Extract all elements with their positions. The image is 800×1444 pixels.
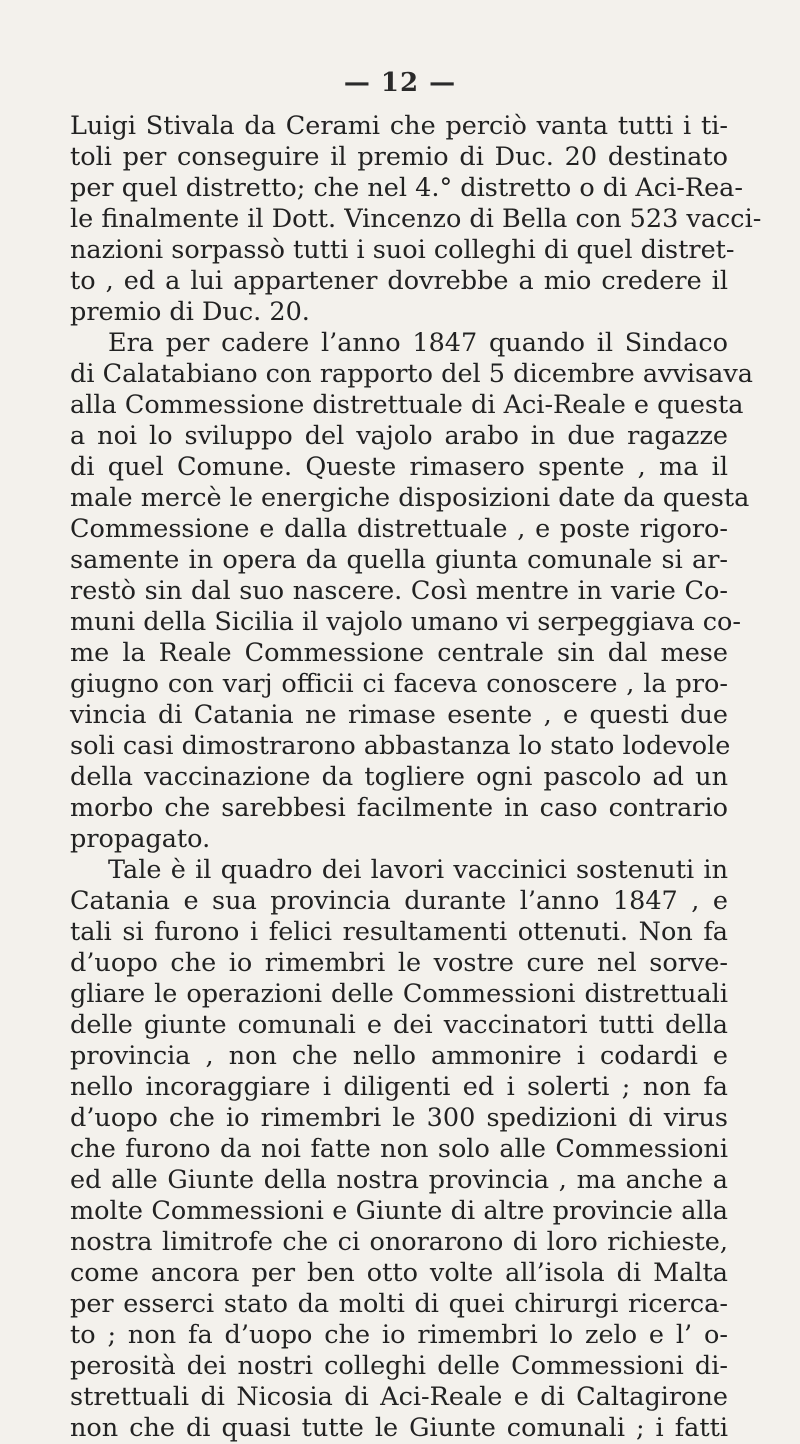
text-line: molte Commessioni e Giunte di altre provincie alla <box>70 1196 728 1226</box>
text-line: nostra limitrofe che ci onorarono di loro richieste, <box>70 1227 728 1257</box>
text-line: to , ed a lui appartener dovrebbe a mio credere il <box>70 266 728 296</box>
text-line: le finalmente il Dott. Vincenzo di Bella con 523 vacci- <box>70 204 762 234</box>
text-line: Catania e sua provincia durante l’anno 1847 , e <box>70 886 728 916</box>
text-line: di Calatabiano con rapporto del 5 dicembre avvisava <box>70 359 753 389</box>
text-line: non che di quasi tutte le Giunte comunali ; i fatti <box>70 1413 728 1443</box>
text-line: restò sin dal suo nascere. Così mentre in varie Co- <box>70 576 728 606</box>
text-line: giugno con varj officii ci faceva conoscere , la pro- <box>70 669 728 699</box>
text-line: samente in opera da quella giunta comunale si ar- <box>70 545 728 575</box>
text-line: per esserci stato da molti di quei chirurgi ricerca- <box>70 1289 728 1319</box>
text-line: per quel distretto; che nel 4.° distretto o di Aci-Rea- <box>70 173 743 203</box>
text-line: strettuali di Nicosia di Aci-Reale e di Caltagirone <box>70 1382 728 1412</box>
text-line: a noi lo sviluppo del vajolo arabo in due ragazze <box>70 421 728 451</box>
text-line: toli per conseguire il premio di Duc. 20 destinato <box>70 142 728 172</box>
text-line: di quel Comune. Queste rimasero spente , ma il <box>70 452 728 482</box>
text-line: tali si furono i felici resultamenti ottenuti. Non fa <box>70 917 728 947</box>
text-line: to ; non fa d’uopo che io rimembri lo zelo e l’ o- <box>70 1320 728 1350</box>
text-line: delle giunte comunali e dei vaccinatori tutti della <box>70 1010 728 1040</box>
text-line: me la Reale Commessione centrale sin dal mese <box>70 638 728 668</box>
text-line: Luigi Stivala da Cerami che perciò vanta tutti i ti- <box>70 111 728 141</box>
text-line: ed alle Giunte della nostra provincia , ma anche a <box>70 1165 728 1195</box>
text-line: della vaccinazione da togliere ogni pascolo ad un <box>70 762 728 792</box>
text-line: che furono da noi fatte non solo alle Commessioni <box>70 1134 728 1164</box>
text-line: nazioni sorpassò tutti i suoi colleghi di quel distret- <box>70 235 735 265</box>
text-line: soli casi dimostrarono abbastanza lo stato lodevole <box>70 731 731 761</box>
text-line: come ancora per ben otto volte all’isola di Malta <box>70 1258 728 1288</box>
text-line: Era per cadere l’anno 1847 quando il Sindaco <box>108 328 728 358</box>
text-line: propagato. <box>70 824 211 854</box>
text-line: Commessione e dalla distrettuale , e poste rigoro- <box>70 514 728 544</box>
text-line: premio di Duc. 20. <box>70 297 310 327</box>
text-line: d’uopo che io rimembri le 300 spedizioni di virus <box>70 1103 728 1133</box>
text-line: alla Commessione distrettuale di Aci-Reale e questa <box>70 390 744 420</box>
text-line: Tale è il quadro dei lavori vaccinici sostenuti in <box>108 855 728 885</box>
text-line: male mercè le energiche disposizioni date da questa <box>70 483 750 513</box>
text-line: d’uopo che io rimembri le vostre cure nel sorve- <box>70 948 728 978</box>
text-line: vincia di Catania ne rimase esente , e questi due <box>70 700 728 730</box>
page-number: — 12 — <box>343 68 457 98</box>
text-line: provincia , non che nello ammonire i codardi e <box>70 1041 728 1071</box>
text-line: gliare le operazioni delle Commessioni distrettuali <box>70 979 728 1009</box>
text-line: nello incoraggiare i diligenti ed i solerti ; non fa <box>70 1072 728 1102</box>
text-line: muni della Sicilia il vajolo umano vi serpeggiava co- <box>70 607 742 637</box>
text-line: morbo che sarebbesi facilmente in caso contrario <box>70 793 728 823</box>
text-line: perosità dei nostri colleghi delle Commessioni di- <box>70 1351 728 1381</box>
